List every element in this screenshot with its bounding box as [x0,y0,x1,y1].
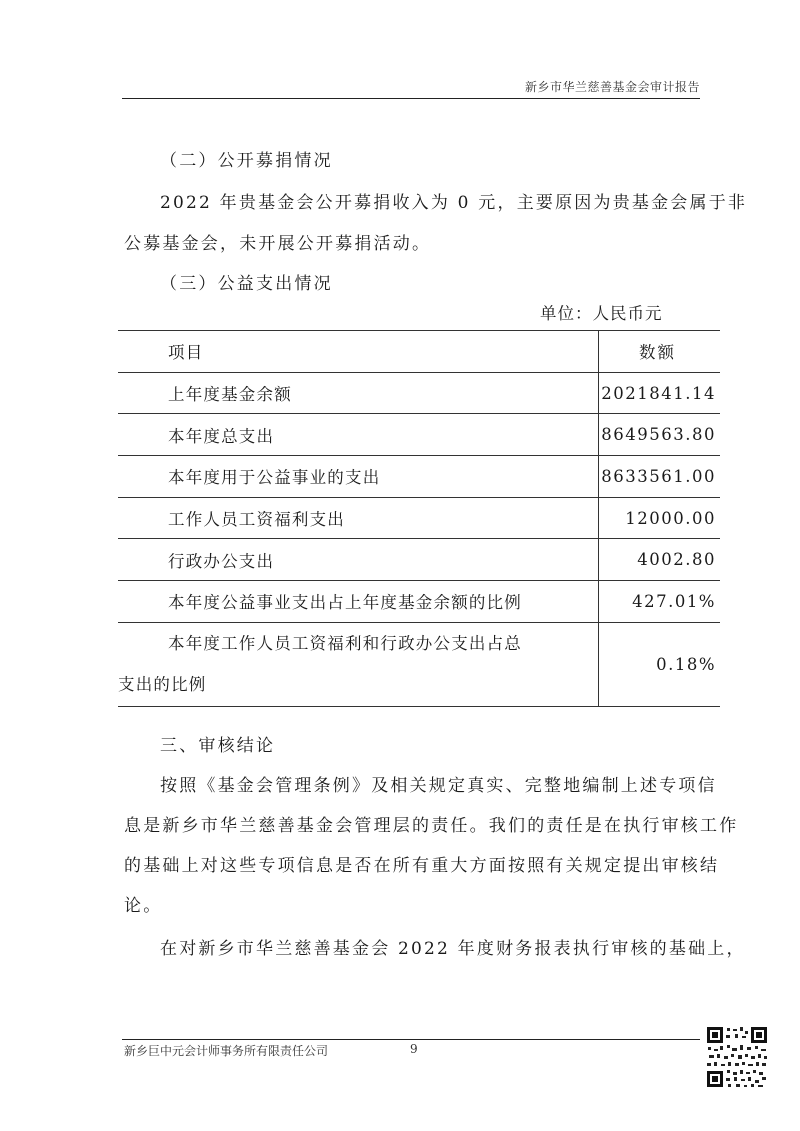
row-item: 本年度用于公益事业的支出 [118,456,599,498]
table-row [118,414,720,456]
row-item: 工作人员工资福利支出 [118,497,599,539]
header-divider [122,98,700,99]
table-row [118,581,720,623]
row-amount: 4002.80 [599,539,721,581]
column-header-item: 项目 [118,331,599,373]
row-item-line: 本年度工作人员工资福利和行政办公支出占总 [168,634,522,654]
section-heading-charity-expense: （三）公益支出情况 [160,274,333,294]
paragraph-line: 的基础上对这些专项信息是否在所有重大方面按照有关规定提出审核结 [124,856,720,876]
table-row [118,456,720,498]
row-item-line: 支出的比例 [118,675,207,695]
table-row [118,497,720,539]
row-amount: 0.18% [599,622,721,706]
row-item-multiline [118,622,599,706]
row-amount: 8633561.00 [599,456,721,498]
row-amount: 8649563.80 [599,414,721,456]
table-row [118,372,720,414]
page-header-title: 新乡市华兰慈善基金会审计报告 [524,80,700,94]
row-item: 本年度总支出 [118,414,599,456]
paragraph-line: 按照《基金会管理条例》及相关规定真实、完整地编制上述专项信 [160,776,717,796]
paragraph-line: 息是新乡市华兰慈善基金会管理层的责任。我们的责任是在执行审核工作 [124,816,739,836]
table-row [118,622,720,706]
paragraph-line: 在对新乡市华兰慈善基金会 2022 年度财务报表执行审核的基础上， [160,939,746,959]
paragraph-line: 2022 年贵基金会公开募捐收入为 0 元，主要原因为贵基金会属于非 [160,193,748,213]
row-item: 行政办公支出 [118,539,599,581]
row-amount: 427.01% [599,581,721,623]
section-heading-conclusion: 三、审核结论 [160,736,276,756]
page-number: 9 [410,1042,418,1056]
charity-expense-table [118,330,720,707]
row-item: 上年度基金余额 [118,372,599,414]
section-heading-public-fundraising: （二）公开募捐情况 [160,151,333,171]
table-header-row [118,331,720,373]
table-row [118,539,720,581]
row-amount: 2021841.14 [599,372,721,414]
paragraph-line: 公募基金会，未开展公开募捐活动。 [124,234,432,254]
footer-divider [122,1039,700,1040]
paragraph-line: 论。 [124,896,163,916]
footer-firm-name: 新乡巨中元会计师事务所有限责任公司 [124,1044,329,1058]
unit-label: 单位：人民币元 [540,304,663,323]
row-item: 本年度公益事业支出占上年度基金余额的比例 [118,581,599,623]
row-amount: 12000.00 [599,497,721,539]
qr-code-icon [705,1025,769,1089]
column-header-amount: 数额 [599,331,721,373]
